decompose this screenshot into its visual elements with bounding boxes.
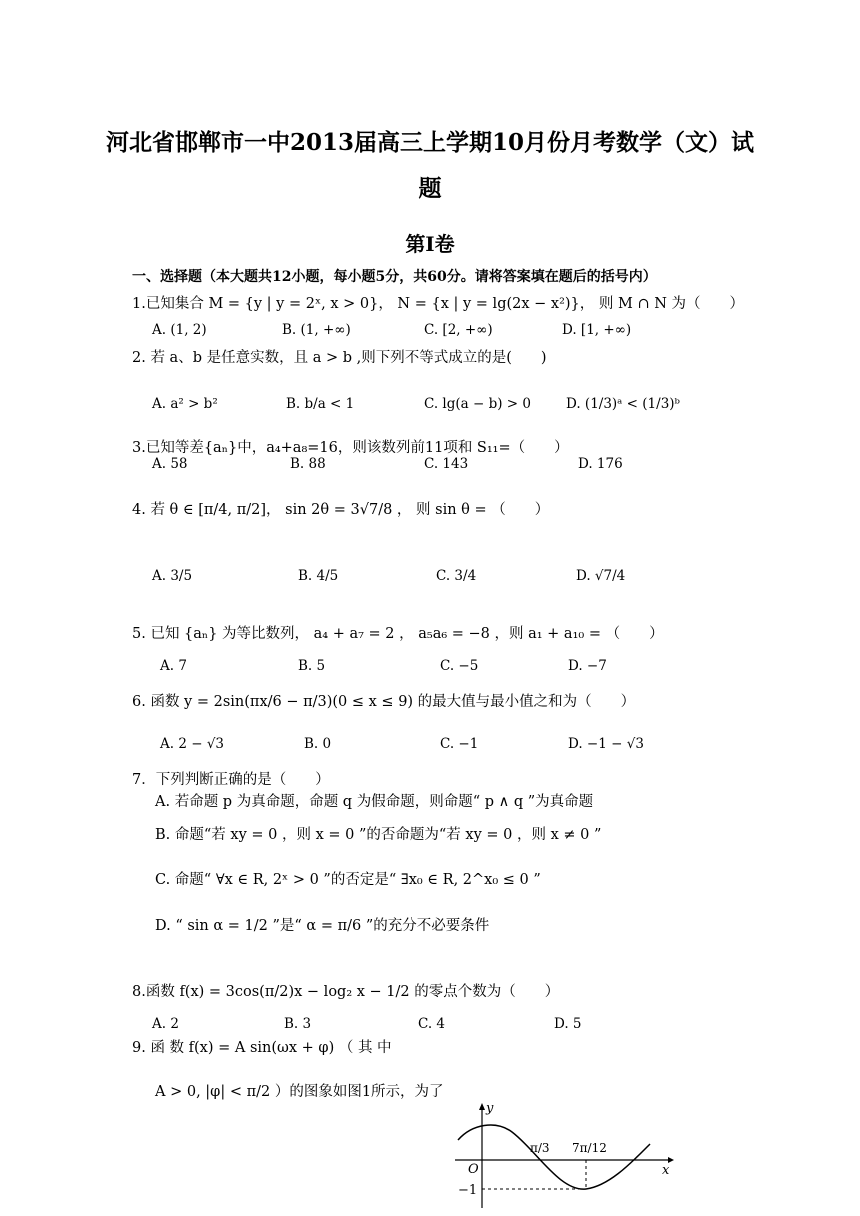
q5-option-a: A. 7 [160, 658, 187, 674]
x-axis-label: x [662, 1163, 670, 1178]
q9-stem: 9. 函 数 f(x) = A sin(ωx + φ) （ 其 中 [132, 1040, 392, 1056]
part1-instruction: 一、选择题（本大题共12小题，每小题5分，共60分。请将答案填在题后的括号内） [132, 269, 657, 285]
exam-title-line2: 题 [418, 175, 442, 202]
exam-title-line1: 河北省邯郸市一中2013届高三上学期10月份月考数学（文）试 [105, 129, 755, 156]
section-heading: 第Ⅰ卷 [405, 232, 455, 256]
q5-option-b: B. 5 [298, 658, 326, 674]
q3-stem: 3.已知等差{aₙ}中，a₄+a₈=16，则该数列前11项和 S₁₁=（ ） [132, 440, 569, 456]
q8-stem: 8.函数 f(x) = 3cos(π/2)x − log₂ x − 1/2 的零点个数为（ ） [132, 984, 560, 1000]
q4-option-c: C. 3/4 [436, 568, 477, 584]
q3-option-b: B. 88 [290, 456, 326, 472]
q7-stem: 7．下列判断正确的是（ ） [132, 772, 330, 788]
q3-option-c: C. 143 [424, 456, 469, 472]
q2-option-c: C. lg(a − b) > 0 [424, 396, 531, 412]
q5-option-c: C. −5 [440, 658, 479, 674]
y-axis-arrow [479, 1103, 485, 1110]
q1-option-a: A. (1, 2) [152, 322, 207, 338]
q8-option-c: C. 4 [418, 1016, 446, 1032]
q6-option-c: C. −1 [440, 736, 479, 752]
q5-stem: 5. 已知 {aₙ} 为等比数列， a₄ + a₇ = 2 ， a₅a₆ = −8 ，则 a₁ + a₁₀ = （ ） [132, 626, 664, 642]
q6-option-a: A. 2 − √3 [160, 736, 225, 752]
q3-option-d: D. 176 [578, 456, 623, 472]
q3-option-a: A. 58 [152, 456, 188, 472]
q4-option-a: A. 3/5 [152, 568, 193, 584]
q7-option-b: B. 命题“若 xy = 0 ，则 x = 0 ”的否命题为“若 xy = 0 ，则 x ≠ 0 ” [155, 827, 602, 843]
sine-curve [458, 1125, 650, 1189]
q1-option-d: D. [1, +∞) [562, 322, 632, 338]
y-axis-label: y [486, 1101, 494, 1116]
q7-option-a: A. 若命题 p 为真命题，命题 q 为假命题，则命题“ p ∧ q ”为真命题 [155, 794, 594, 810]
q5-option-d: D. −7 [568, 658, 607, 674]
q7-option-d: D. “ sin α = 1/2 ”是“ α = π/6 ”的充分不必要条件 [155, 918, 490, 934]
q1-option-b: B. (1, +∞) [282, 322, 351, 338]
q6-option-b: B. 0 [304, 736, 332, 752]
q2-option-d: D. (1/3)ᵃ < (1/3)ᵇ [566, 396, 680, 412]
q6-stem: 6. 函数 y = 2sin(πx/6 − π/3)(0 ≤ x ≤ 9) 的最大值与最小值之和为（ ） [132, 694, 636, 710]
q4-option-d: D. √7/4 [576, 568, 626, 584]
q1-stem: 1.已知集合 M = {y | y = 2ˣ, x > 0}， N = {x | y = lg(2x − x²)}， 则 M ∩ N 为（ ） [132, 296, 745, 312]
q4-option-b: B. 4/5 [298, 568, 339, 584]
q6-option-d: D. −1 − √3 [568, 736, 644, 752]
sine-graph-figure [450, 1100, 680, 1210]
q8-option-b: B. 3 [284, 1016, 312, 1032]
q2-option-a: A. a² > b² [152, 396, 218, 412]
q2-option-b: B. b/a < 1 [286, 396, 355, 412]
q9-stem-continued: A > 0, |φ| < π/2 ）的图象如图1所示，为了 [155, 1084, 444, 1100]
min-value-label: −1 [458, 1183, 478, 1198]
tick-7pi-over-12-label: 7π/12 [572, 1141, 607, 1155]
q2-stem: 2. 若 a、b 是任意实数，且 a > b ,则下列不等式成立的是( ) [132, 350, 547, 366]
q1-option-c: C. [2, +∞) [424, 322, 493, 338]
q8-option-d: D. 5 [554, 1016, 582, 1032]
q8-option-a: A. 2 [152, 1016, 179, 1032]
tick-pi-over-3-label: π/3 [530, 1141, 550, 1155]
q4-stem: 4. 若 θ ∈ [π/4, π/2]， sin 2θ = 3√7/8 ， 则 sin θ = （ ） [132, 502, 550, 518]
q7-option-c: C. 命题“ ∀x ∈ R, 2ˣ > 0 ”的否定是“ ∃x₀ ∈ R, 2^x₀ ≤ 0 ” [155, 872, 541, 888]
origin-label: O [468, 1162, 479, 1177]
